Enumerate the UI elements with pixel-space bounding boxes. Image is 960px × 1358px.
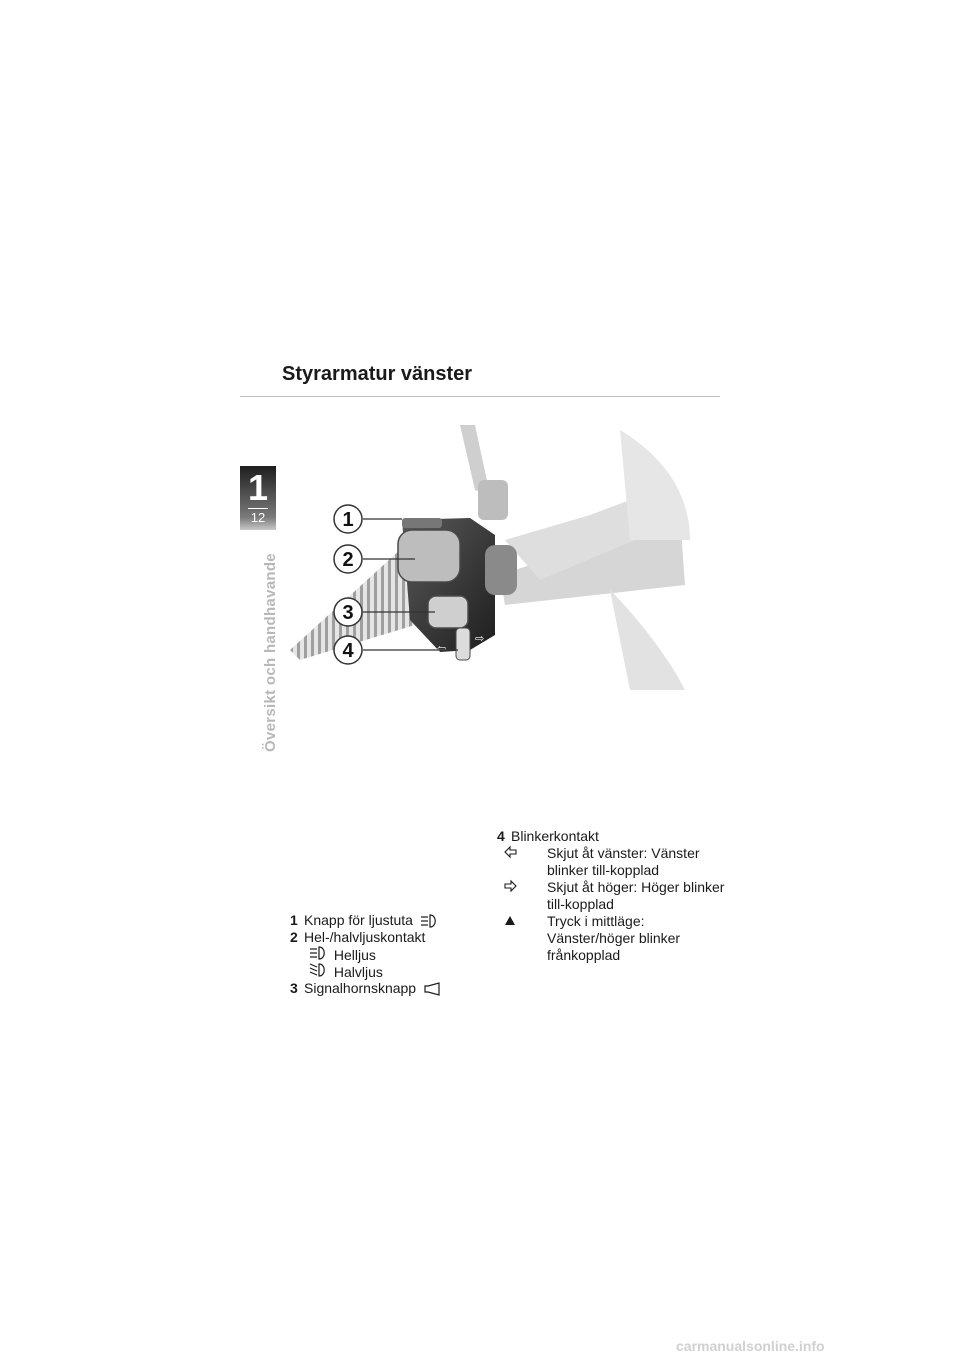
low-beam-label: Halvljus: [333, 964, 383, 980]
high-beam-label: Helljus: [333, 947, 376, 963]
callout-2: [334, 545, 362, 573]
handlebar-illustration: [290, 420, 690, 710]
svg-text:⇨: ⇨: [475, 632, 485, 645]
callout-1: [334, 505, 362, 533]
callout-3: [334, 598, 362, 626]
legend-item-3-number: 3: [290, 980, 298, 996]
indicator-center-text: Tryck i mittläge: Vänster/höger blinker frånkopplad: [547, 913, 681, 963]
page-title: Styrarmatur vänster: [282, 363, 473, 385]
indicator-right: [497, 879, 727, 913]
legend-item-2-label: Hel-/halvljuskontakt: [304, 929, 426, 945]
legend-right: [497, 828, 727, 964]
callout-4: [334, 636, 362, 664]
callout-1-label: 1: [342, 509, 354, 531]
svg-text:⇦: ⇦: [437, 642, 447, 655]
legend-item-4-number: 4: [497, 828, 505, 844]
watermark: carmanualsonline.info: [676, 1338, 825, 1354]
legend-item-1-label: Knapp för ljustuta: [304, 912, 413, 928]
legend-item-3: [290, 980, 490, 997]
arrow-left-icon: [497, 845, 523, 859]
callout-4-label: 4: [342, 640, 354, 662]
section-title: Översikt och handhavande: [262, 553, 279, 752]
legend-item-2-high: [290, 946, 490, 963]
indicator-center: [497, 913, 727, 964]
page-number: 12: [250, 510, 266, 525]
indicator-left-text: Skjut åt vänster: Vänster blinker till-kopplad: [547, 845, 700, 878]
title-divider: [240, 396, 720, 397]
legend-item-4: [497, 828, 727, 845]
handlebar-figure: [290, 420, 690, 710]
chapter-number: 1: [247, 467, 269, 508]
triangle-up-icon: [497, 913, 523, 927]
legend-left: [290, 912, 490, 997]
legend-item-3-label: Signalhornsknapp: [304, 980, 417, 996]
callout-2-label: 2: [342, 549, 354, 571]
legend-item-2-low: [290, 963, 490, 980]
tab-divider: [248, 508, 268, 509]
low-beam-icon: [304, 963, 330, 977]
indicator-right-text: Skjut åt höger: Höger blinker till-kopplad: [547, 879, 725, 912]
legend-item-1-number: 1: [290, 912, 298, 928]
headlight-flash-icon: [420, 914, 438, 928]
legend-item-1: [290, 912, 490, 929]
high-beam-icon: [304, 946, 330, 960]
callout-3-label: 3: [342, 602, 354, 624]
horn-icon: [423, 982, 441, 996]
chapter-tab: [240, 466, 276, 530]
arrow-right-icon: [497, 879, 523, 893]
indicator-left: [497, 845, 727, 879]
legend-item-4-label: Blinkerkontakt: [511, 828, 599, 844]
legend-item-2-number: 2: [290, 929, 298, 945]
legend-item-2: [290, 929, 490, 946]
